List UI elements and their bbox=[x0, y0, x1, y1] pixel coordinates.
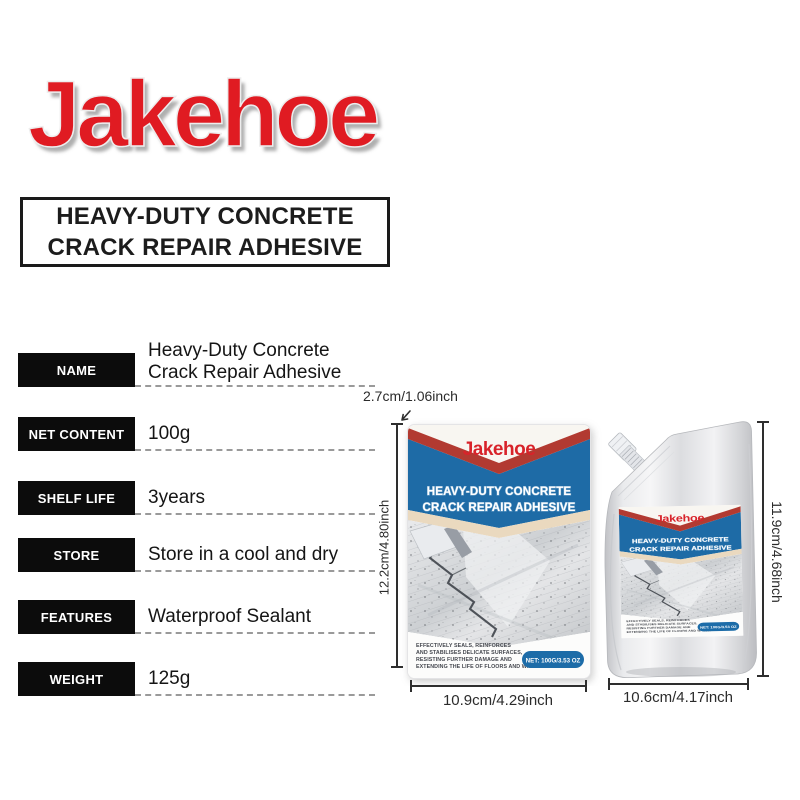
dashed-divider bbox=[135, 385, 375, 387]
spec-value: 125g bbox=[148, 668, 191, 689]
spec-label-badge: WEIGHT bbox=[18, 662, 135, 696]
spec-label-badge: SHELF LIFE bbox=[18, 481, 135, 515]
dim-pouch-height-line bbox=[762, 422, 764, 677]
dim-front-height-label: 12.2cm/4.80inch bbox=[376, 499, 392, 596]
spec-row-shelf-life bbox=[0, 481, 420, 517]
spec-label-badge: FEATURES bbox=[18, 600, 135, 634]
dim-pouch-width-label: 10.6cm/4.17inch bbox=[622, 689, 734, 706]
spec-label-badge: NAME bbox=[18, 353, 135, 387]
dim-top-width-label: 2.7cm/1.06inch bbox=[363, 388, 458, 404]
dim-arrow-icon bbox=[397, 408, 413, 424]
dim-front-height-cap-bottom bbox=[391, 666, 403, 668]
dim-pouch-width-line bbox=[608, 683, 749, 685]
spec-value: Store in a cool and dry bbox=[148, 544, 339, 565]
spec-value: Heavy-Duty Concrete Crack Repair Adhesive bbox=[148, 340, 342, 383]
dim-front-height-cap-top bbox=[391, 423, 403, 425]
product-packages-image bbox=[400, 414, 770, 686]
pouch-package bbox=[605, 422, 757, 678]
spec-label-badge: STORE bbox=[18, 538, 135, 572]
dim-front-width-line bbox=[410, 685, 587, 687]
spec-row-weight bbox=[0, 662, 420, 698]
dim-pouch-height-cap-bottom bbox=[757, 675, 769, 677]
product-title-box bbox=[20, 197, 390, 267]
dim-front-width-cap-left bbox=[410, 680, 412, 692]
front-package bbox=[408, 425, 591, 679]
brand-logo: Jakehoe bbox=[28, 61, 377, 166]
spec-row-name bbox=[0, 340, 420, 389]
spec-value: 100g bbox=[148, 423, 191, 444]
dashed-divider bbox=[135, 570, 375, 572]
spec-value: 3years bbox=[148, 487, 206, 508]
product-title-line1: HEAVY-DUTY CONCRETE bbox=[56, 203, 354, 230]
dim-pouch-height-label: 11.9cm/4.68inch bbox=[769, 501, 785, 603]
spec-row-features bbox=[0, 600, 420, 636]
spec-label-badge: NET CONTENT bbox=[18, 417, 135, 451]
dim-pouch-height-cap-top bbox=[757, 421, 769, 423]
spec-row-store bbox=[0, 538, 420, 574]
dashed-divider bbox=[135, 449, 375, 451]
spec-row-net-content bbox=[0, 417, 420, 453]
product-title-line2: CRACK REPAIR ADHESIVE bbox=[47, 234, 363, 261]
dim-front-width-cap-right bbox=[585, 680, 587, 692]
dim-front-height-line bbox=[396, 424, 398, 668]
dashed-divider bbox=[135, 513, 375, 515]
dim-front-width-label: 10.9cm/4.29inch bbox=[442, 692, 554, 709]
pouch-base-shadow bbox=[626, 667, 736, 677]
dashed-divider bbox=[135, 632, 375, 634]
dashed-divider bbox=[135, 694, 375, 696]
spec-value: Waterproof Sealant bbox=[148, 606, 311, 627]
pouch-label bbox=[619, 505, 744, 639]
